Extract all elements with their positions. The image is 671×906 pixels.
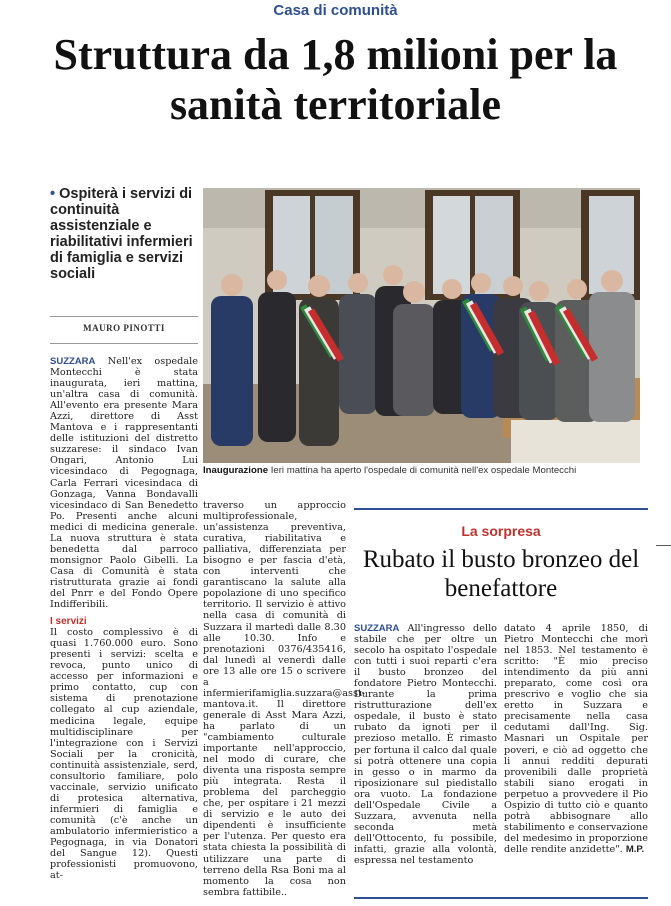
author-byline: MAURO PINOTTI xyxy=(83,323,165,333)
caption-label: Inaugurazione xyxy=(203,465,269,476)
sidebar-column-2 xyxy=(504,623,648,855)
sidebar-signature: M.P. xyxy=(625,843,645,855)
inauguration-photo xyxy=(203,188,640,463)
section-kicker: Casa di comunità xyxy=(273,2,398,19)
edge-mark xyxy=(656,545,671,546)
sidebar-title: Rubato il busto bronzeo del benefattore xyxy=(362,546,640,602)
article-continuation: traverso un approccio multiprofessionale, un'assistenza preventiva, curativa, riabilitativa e palliativa, differenziata per bisogno e per fascia d'età, con interventi che garantiscano la salute alla popolazione di uno specifico territorio. Il servizio è attivo nella casa di comunità di Suzzara il martedì dalle 8.30 alle 10.30. Info e prenotazioni 0376/435416, dal lunedì al venerdì dalle ore 13 alle ore 15 o scrivere a infermierifamiglia.suzzara@asst-mantova.it. Il direttore generale di Asst Mara Azzi, ha parlato di un "cambiamento culturale importante nell'approccio, nel modo di curare, che diventa una risposta sempre più integrata. Resta il problema del parcheggio che, per ospitare i 21 mezzi di servizio e le auto dei dipendenti è insufficiente per l'utenza. Per questo era stata chiesta la possibilità di utilizzare una parte di terreno della Rsa Boni ma al momento la cosa non sembra fattibile.. xyxy=(203,500,366,898)
photo-illustration xyxy=(203,188,640,463)
article-subhead: I servizi xyxy=(50,616,87,628)
summary-bullet: • xyxy=(50,186,56,202)
caption-text: Ieri mattina ha aperto l'ospedale di comunità nell'ex ospedale Montecchi xyxy=(270,465,577,476)
sidebar-kicker: La sorpresa xyxy=(461,523,541,539)
sidebar-top-rule xyxy=(354,508,648,510)
article-column-2 xyxy=(203,500,366,898)
sidebar-dateline: SUZZARA xyxy=(354,623,400,634)
photo-caption xyxy=(203,465,648,476)
article-intro: Nell'ex ospedale Montecchi è stata inaugurata, ieri mattina, un'altra casa di comunità. All'evento era presente Mara Azzi, direttore di Asst Mantova e i rappresentanti delle istituzioni del distretto suzzarese: il sindaco Ivan Ongari, Antonio Lui vicesindaco di Pegognaga, Carla Ferrari vicesindaca di Gonzaga, Vanna Bondavalli vicesindaco di San Benedetto Po. Presenti anche alcuni medici di medicina generale. La nuova struttura è stata benedetta dal parroco monsignor Paolo Gibelli. La Casa di Comunità è stata ristrutturata grazie ai fondi del Pnrr e del Fondo Opere Indifferibili. xyxy=(50,356,198,611)
summary-box xyxy=(50,186,198,282)
sidebar-text-a: All'ingresso dello stabile che per oltre un secolo ha ospitato l'ospedale con tutti i suoi reparti c'era il busto bronzeo del fondatore Pietro Montecchi. Durante la prima ristrutturazione dell'ex ospedale, il busto è stato rubato da ignoti per il prezioso metallo. È rimasto per fortuna il calco dal quale si potrà ottenere una copia in gesso o in marmo da riposizionare sul piedistallo ora vuoto. La fondazione dell'Ospedale Civile a Suzzara, avvenuta nella seconda metà dell'Ottocento, fu possibile, infatti, grazie alla volontà, espressa nel testamento xyxy=(354,623,497,866)
article-body: Il costo complessivo è di quasi 1.760.000 euro. Sono presenti i servizi: scelta e revoca, punto unico di accesso per informazioni e primo contatto, cup con sistema di prenotazione collegato al cup aziendale, medicina legale, equipe multidisciplinare per l'integrazione con i Servizi Sociali per la cronicità, continuità assistenziale, serd, consultorio familiare, polo vaccinale, servizio unificato di protesica alternativa, infermieri di famiglia e comunità (c'è anche un ambulatorio infermieristico a Pegognaga, in via Donatori del Sangue 12). Questi professionisti promuovono, at- xyxy=(50,627,198,882)
divider xyxy=(50,316,198,317)
dateline: SUZZARA xyxy=(50,356,96,367)
divider xyxy=(50,343,198,344)
article-column-1 xyxy=(50,356,198,881)
sidebar-text-b: datato 4 aprile 1850, di Pietro Montecchi che morì nel 1853. Nel testamento è scritto: "È mio preciso intendimento da più anni preparato, come così ora prescrivo e voglio che sia eretto in Suzzara e precisamente nella casa cedutami dall'Ing. Sig. Masnari un Ospitale per poveri, e ciò ad oggetto che li annui redditi depurati provenibili dalle proprietà stabili siano erogati in perpetuo a provvedere il Pio Ospizio di tutto ciò e quanto potrà abbisognare allo stabilimento e conservazione del medesimo in proporzione delle rendite anzidette". xyxy=(504,623,648,855)
page-headline: Struttura da 1,8 milioni per la sanità territoriale xyxy=(53,30,618,129)
sidebar-bottom-rule xyxy=(354,897,648,899)
sidebar-column-1 xyxy=(354,623,497,866)
summary-text: Ospiterà i servizi di continuità assistenziale e riabilitativi infermieri di famiglia e servizi sociali xyxy=(50,186,193,282)
